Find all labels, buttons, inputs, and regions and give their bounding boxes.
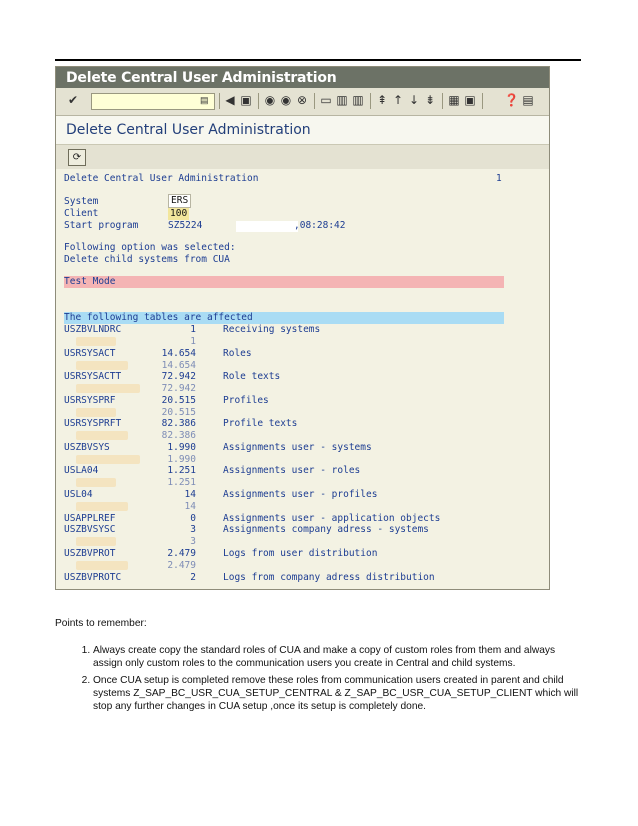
redacted-system	[76, 478, 116, 487]
table-description: Profiles	[223, 395, 269, 406]
toolbar-separator	[482, 93, 483, 109]
redacted-system	[76, 361, 128, 370]
standard-toolbar	[56, 88, 549, 116]
start-program-label: Start program	[64, 220, 139, 231]
command-dropdown-icon[interactable]: ▤	[200, 95, 209, 105]
report-list	[56, 169, 549, 589]
redacted-system	[76, 408, 116, 417]
redacted-system	[76, 431, 128, 440]
tables-heading-band	[64, 312, 504, 324]
toolbar-separator	[219, 93, 220, 109]
record-count: 14.654	[161, 348, 196, 359]
screen-title-bar	[56, 116, 549, 145]
exit-icon[interactable]: ◉	[280, 93, 292, 107]
save-icon[interactable]: ▣	[240, 93, 252, 107]
create-session-icon[interactable]: ▦	[448, 93, 460, 107]
shortcut-icon[interactable]: ▣	[464, 93, 476, 107]
notes-section	[55, 617, 585, 717]
screen-title: Delete Central User Administration	[66, 122, 311, 138]
first-page-icon[interactable]: ⇞	[376, 93, 388, 107]
system-value: ERS	[168, 194, 191, 208]
test-mode-text: Test Mode	[64, 276, 116, 287]
table-name: USAPPLREF	[64, 513, 116, 524]
record-count: 1.990	[167, 442, 196, 453]
sub-record-count: 82.386	[161, 430, 196, 441]
table-description: Logs from user distribution	[223, 548, 378, 559]
table-description: Role texts	[223, 371, 281, 382]
option-line-2: Delete child systems from CUA	[64, 254, 230, 265]
back-arrow-icon[interactable]: ◀	[225, 93, 235, 107]
start-program-user: SZ5224	[168, 220, 203, 231]
table-description: Assignments user - systems	[223, 442, 372, 453]
client-value: 100	[170, 208, 188, 219]
table-name: USZBVPROTC	[64, 572, 122, 583]
record-count: 2	[190, 572, 196, 583]
client-label: Client	[64, 208, 99, 219]
page-number: 1	[496, 173, 502, 184]
help-icon[interactable]: ❓	[504, 93, 519, 107]
table-name: USRSYSPRFT	[64, 418, 122, 429]
record-count: 82.386	[161, 418, 196, 429]
sub-record-count: 1.251	[167, 477, 196, 488]
table-description: Assignments user - profiles	[223, 489, 378, 500]
table-name: USZBVSYSC	[64, 524, 116, 535]
sub-record-count: 14.654	[161, 360, 196, 371]
prev-page-icon[interactable]: ↑	[392, 93, 404, 107]
table-description: Receiving systems	[223, 324, 321, 335]
start-program-time: ,08:28:42	[294, 220, 346, 231]
cancel-icon[interactable]: ⊗	[296, 93, 308, 107]
list-item: 1. Always create copy the standard roles of CUA and make a copy of custom roles from them and always assign only custom roles to the communication users you create in Central and child systems.	[93, 644, 585, 670]
table-name: USL04	[64, 489, 93, 500]
next-page-icon[interactable]: ↓	[408, 93, 420, 107]
table-name: USRSYSACTT	[64, 371, 122, 382]
sub-record-count: 20.515	[161, 407, 196, 418]
table-name: USZBVLNDRC	[64, 324, 122, 335]
table-description: Assignments user - roles	[223, 465, 361, 476]
table-description: Profile texts	[223, 418, 298, 429]
application-toolbar	[56, 145, 549, 170]
table-description: Logs from company adress distribution	[223, 572, 435, 583]
redacted-system	[76, 384, 140, 393]
toolbar-separator	[442, 93, 443, 109]
find-next-icon[interactable]: ▥	[352, 93, 364, 107]
notes-heading: Points to remember:	[55, 618, 147, 629]
enter-icon[interactable]: ✔	[67, 93, 79, 107]
toolbar-separator	[370, 93, 371, 109]
table-name: USRSYSACT	[64, 348, 116, 359]
redacted-system	[76, 561, 128, 570]
redacted-system	[76, 537, 116, 546]
redacted-system	[76, 455, 140, 464]
sub-record-count: 14	[184, 501, 196, 512]
table-description: Assignments company adress - systems	[223, 524, 429, 535]
table-name: USZBVSYS	[64, 442, 110, 453]
record-count: 0	[190, 513, 196, 524]
table-description: Roles	[223, 348, 252, 359]
report-header-title: Delete Central User Administration	[64, 173, 259, 184]
toolbar-separator	[258, 93, 259, 109]
refresh-icon[interactable]: ⟳	[68, 149, 86, 166]
test-mode-band	[64, 276, 504, 288]
record-count: 14	[184, 489, 196, 500]
sap-window	[55, 66, 550, 590]
command-field[interactable]	[91, 93, 215, 110]
record-count: 2.479	[167, 548, 196, 559]
table-description: Assignments user - application objects	[223, 513, 441, 524]
table-name: USZBVPROT	[64, 548, 116, 559]
sub-record-count: 1	[190, 336, 196, 347]
record-count: 20.515	[161, 395, 196, 406]
last-page-icon[interactable]: ⇟	[424, 93, 436, 107]
list-item: 2. Once CUA setup is completed remove these roles from communication users created in parent and child systems Z_SAP_BC_USR_CUA_SETUP_CENTRAL & Z_SAP_BC_USR_CUA_SETUP_CLIENT which will stop any further changes in CUA setup ,once its setup is completely done.	[93, 674, 585, 713]
system-label: System	[64, 196, 99, 207]
sub-record-count: 2.479	[167, 560, 196, 571]
tables-heading: The following tables are affected	[64, 312, 253, 323]
back-icon[interactable]: ◉	[264, 93, 276, 107]
redacted-system	[76, 337, 116, 346]
redacted-system	[76, 502, 128, 511]
layout-icon[interactable]: ▤	[522, 93, 534, 107]
option-line-1: Following option was selected:	[64, 242, 236, 253]
redacted-date	[236, 221, 298, 232]
print-icon[interactable]: ▭	[320, 93, 332, 107]
record-count: 1	[190, 324, 196, 335]
record-count: 72.942	[161, 371, 196, 382]
window-title-bar	[56, 67, 549, 88]
table-name: USRSYSPRF	[64, 395, 116, 406]
window-title: Delete Central User Administration	[66, 69, 337, 86]
top-rule	[55, 59, 581, 61]
find-icon[interactable]: ▥	[336, 93, 348, 107]
table-name: USLA04	[64, 465, 99, 476]
sub-record-count: 3	[190, 536, 196, 547]
record-count: 3	[190, 524, 196, 535]
record-count: 1.251	[167, 465, 196, 476]
notes-list	[55, 644, 585, 713]
sub-record-count: 1.990	[167, 454, 196, 465]
sub-record-count: 72.942	[161, 383, 196, 394]
toolbar-separator	[314, 93, 315, 109]
